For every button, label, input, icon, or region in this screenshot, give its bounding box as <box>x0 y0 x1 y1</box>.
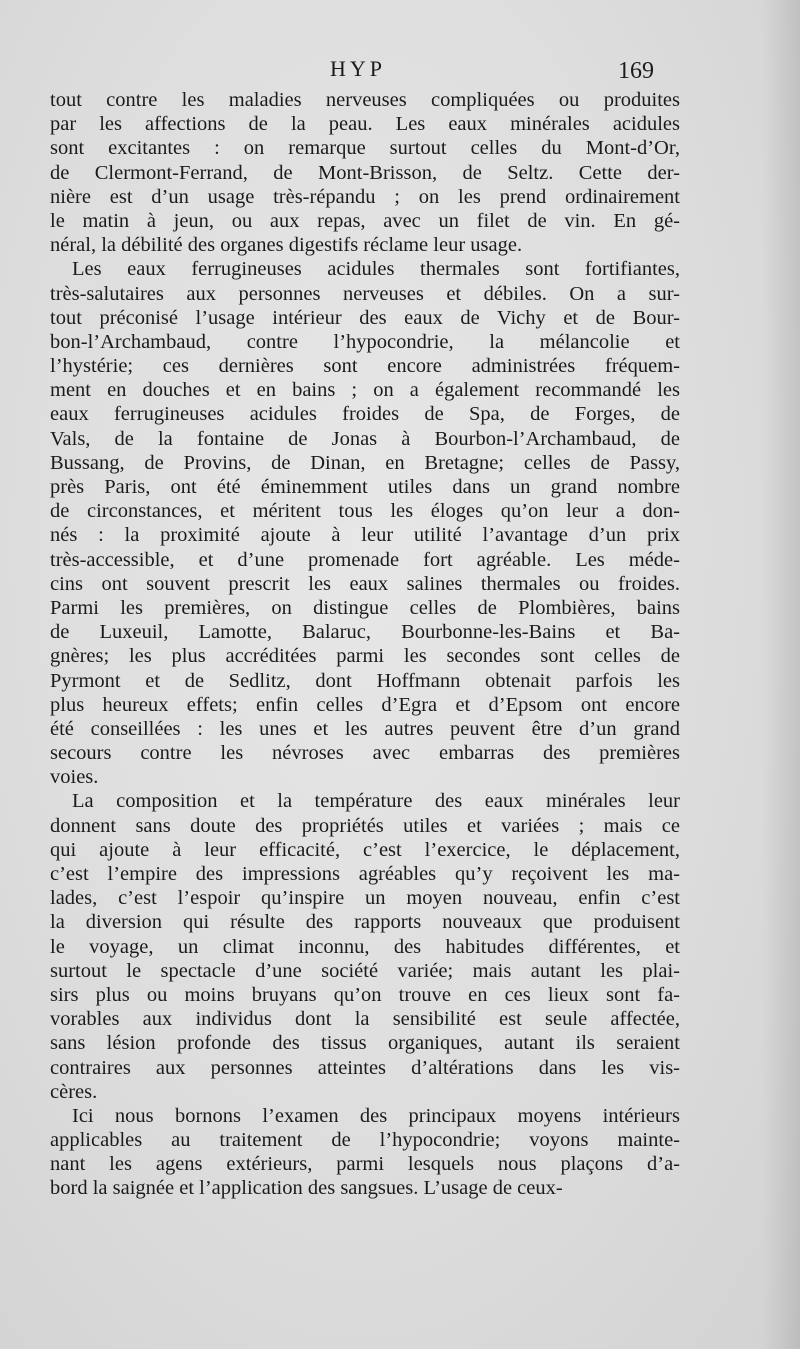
text-line: très-salutaires aux personnes nerveuses et débiles. On a sur- <box>50 282 680 305</box>
text-line: nant les agens extérieurs, parmi lesquels nous plaçons d’a- <box>50 1153 680 1176</box>
text-line: Vals, de la fontaine de Jonas à Bourbon-l’Archambaud, de <box>50 427 680 450</box>
paragraph <box>50 789 680 1103</box>
text-line: tout préconisé l’usage intérieur des eaux de Vichy et de Bour- <box>50 306 680 329</box>
paragraph <box>50 257 680 789</box>
text-line: plus heureux effets; enfin celles d’Egra et d’Epsom ont encore <box>50 693 680 716</box>
text-line: contraires aux personnes atteintes d’altérations dans les vis- <box>50 1056 680 1079</box>
text-line: sans lésion profonde des tissus organiques, autant ils seraient <box>50 1032 680 1055</box>
text-line: secours contre les névroses avec embarras des premières <box>50 742 680 765</box>
text-line: donnent sans doute des propriétés utiles et variées ; mais ce <box>50 814 680 837</box>
text-line: néral, la débilité des organes digestifs réclame leur usage. <box>50 234 523 257</box>
text-line: bon-l’Archambaud, contre l’hypocondrie, la mélancolie et <box>50 330 680 353</box>
text-line: Ici nous bornons l’examen des principaux moyens intérieurs <box>72 1104 680 1127</box>
text-line: surtout le spectacle d’une société variée; mais autant les plai- <box>50 959 680 982</box>
text-line: été conseillées : les unes et les autres peuvent être d’un grand <box>50 717 680 740</box>
text-line: de circonstances, et méritent tous les éloges qu’on leur a don- <box>50 500 680 523</box>
text-line: c’est l’empire des impressions agréables qu’y reçoivent les ma- <box>50 863 680 885</box>
text-line: sont excitantes : on remarque surtout celles du Mont-d’Or, <box>50 137 680 160</box>
text-line: nés : la proximité ajoute à leur utilité l’avantage d’un prix <box>50 524 680 547</box>
text-line: bord la saignée et l’application des sangsues. L’usage de ceux- <box>50 1177 563 1200</box>
text-line: tout contre les maladies nerveuses compliquées ou produites <box>50 89 680 111</box>
text-line: vorables aux individus dont la sensibilité est seule affectée, <box>50 1008 680 1031</box>
text-line: cères. <box>50 1080 98 1103</box>
text-line: le matin à jeun, ou aux repas, avec un filet de vin. En gé- <box>50 209 680 232</box>
paragraph <box>50 1104 680 1201</box>
text-line: Bussang, de Provins, de Dinan, en Bretagne; celles de Passy, <box>50 451 680 474</box>
text-line: très-accessible, et d’une promenade fort agréable. Les méde- <box>50 548 680 571</box>
paragraph <box>50 88 680 257</box>
text-line: l’hystérie; ces dernières sont encore administrées fréquem- <box>50 355 680 378</box>
text-line: de Clermont-Ferrand, de Mont-Brisson, de Seltz. Cette der- <box>50 161 680 184</box>
text-line: qui ajoute à leur efficacité, c’est l’exercice, le déplacement, <box>50 838 680 861</box>
text-line: sirs plus ou moins bruyans qu’on trouve en ces lieux sont fa- <box>50 983 680 1006</box>
running-head: HYP <box>330 56 387 81</box>
text-line: nière est d’un usage très-répandu ; on les prend ordinairement <box>50 185 680 208</box>
text-line: de Luxeuil, Lamotte, Balaruc, Bourbonne-les-Bains et Ba- <box>50 621 680 644</box>
text-line: près Paris, ont été éminemment utiles dans un grand nombre <box>50 476 680 498</box>
text-line: lades, c’est l’espoir qu’inspire un moyen nouveau, enfin c’est <box>50 887 680 910</box>
text-line: ment en douches et en bains ; on a également recommandé les <box>50 379 680 402</box>
text-line: la diversion qui résulte des rapports nouveaux que produisent <box>50 911 680 934</box>
page-edge-shadow <box>762 0 800 1349</box>
text-line: gnères; les plus accréditées parmi les secondes sont celles de <box>50 645 680 668</box>
text-line: applicables au traitement de l’hypocondrie; voyons mainte- <box>50 1129 680 1152</box>
text-line: Les eaux ferrugineuses acidules thermales sont fortifiantes, <box>72 258 680 281</box>
text-line: voies. <box>50 766 99 789</box>
text-line: La composition et la température des eaux minérales leur <box>72 790 680 813</box>
text-line: Pyrmont et de Sedlitz, dont Hoffmann obtenait parfois les <box>50 669 680 692</box>
text-line: par les affections de la peau. Les eaux minérales acidules <box>50 113 680 136</box>
page-header <box>0 52 800 92</box>
text-line: Parmi les premières, on distingue celles de Plombières, bains <box>50 596 680 619</box>
text-line: eaux ferrugineuses acidules froides de Spa, de Forges, de <box>50 403 680 426</box>
text-line: le voyage, un climat inconnu, des habitudes différentes, et <box>50 935 680 958</box>
body-text <box>50 88 680 1201</box>
page-number: 169 <box>618 58 654 84</box>
text-line: cins ont souvent prescrit les eaux salines thermales ou froides. <box>50 572 680 595</box>
